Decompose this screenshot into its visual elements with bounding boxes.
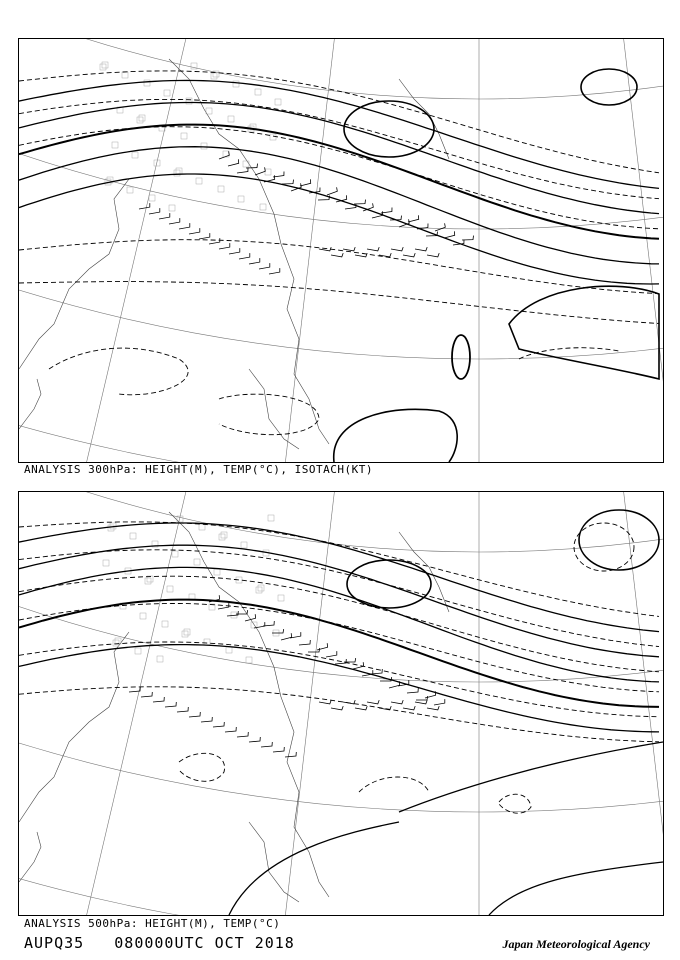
wind-barb	[189, 228, 200, 234]
terrain-hatch	[176, 168, 182, 174]
panel-caption-500hpa: ANALYSIS 500hPa: HEIGHT(M), TEMP(°C)	[24, 917, 281, 930]
terrain-hatch	[100, 64, 106, 70]
wind-barb	[343, 247, 355, 251]
isotach-contour	[19, 240, 659, 294]
wind-barb	[273, 747, 284, 752]
height-contour	[19, 174, 659, 284]
meridian-line	[479, 39, 663, 462]
terrain-hatch	[270, 134, 276, 140]
wind-barb	[355, 706, 367, 710]
map-panel-300hpa	[18, 38, 664, 463]
terrain-hatch	[102, 62, 108, 68]
wind-barb	[199, 233, 210, 239]
coastline	[281, 244, 329, 444]
wind-barb	[331, 706, 343, 710]
terrain-hatch	[265, 169, 271, 175]
wind-barb	[245, 614, 256, 621]
terrain-hatch	[145, 578, 151, 584]
wind-barb	[255, 167, 265, 175]
map-500hpa	[19, 492, 663, 915]
wind-barb	[415, 700, 427, 704]
wind-barb	[391, 700, 403, 704]
meridian-line	[479, 492, 663, 915]
parallel-line	[19, 492, 663, 682]
terrain-hatch	[164, 90, 170, 96]
parallel-line	[19, 39, 663, 99]
wind-barb	[209, 238, 220, 244]
wind-barb	[213, 722, 224, 727]
terrain-hatch	[214, 569, 220, 575]
parallel-line	[19, 39, 663, 359]
wind-barb	[269, 268, 280, 274]
coastlines	[19, 59, 449, 449]
wind-barb	[219, 151, 229, 159]
terrain-hatch	[108, 525, 114, 531]
isotherm-contour	[574, 523, 634, 571]
agency-name: Japan Meteorological Agency	[502, 937, 650, 951]
wind-barb	[228, 159, 239, 166]
terrain-hatch	[201, 143, 207, 149]
isotherm-contour	[499, 794, 531, 813]
wind-barb	[427, 253, 439, 257]
terrain-hatch	[135, 648, 141, 654]
terrain-hatch	[122, 72, 128, 78]
map-panel-500hpa	[18, 491, 664, 916]
terrain-hatch	[268, 515, 274, 521]
terrain-hatch	[260, 204, 266, 210]
terrain-hatch	[221, 532, 227, 538]
height-contour	[19, 103, 659, 214]
terrain-hatch	[181, 133, 187, 139]
terrain-hatch	[130, 533, 136, 539]
terrain-hatch	[132, 152, 138, 158]
wind-barb	[300, 179, 311, 186]
height-contours	[19, 69, 659, 462]
high-contour	[452, 335, 470, 379]
terrain-hatch	[174, 170, 180, 176]
height-contour	[19, 523, 659, 632]
isotach-contour	[219, 394, 319, 435]
wind-barb	[403, 253, 415, 257]
panel-caption-300hpa: ANALYSIS 300hPa: HEIGHT(M), TEMP(°C), ISOTACH(KT)	[24, 463, 374, 476]
wind-barb	[246, 164, 258, 168]
coastline	[19, 179, 129, 369]
height-contour	[229, 822, 399, 915]
wind-barb	[415, 247, 427, 251]
parallel-line	[19, 492, 663, 812]
terrain-hatch	[241, 542, 247, 548]
wind-barbs	[139, 151, 474, 274]
terrain-hatch	[149, 195, 155, 201]
low-contour	[579, 510, 659, 570]
wind-barb	[149, 208, 160, 214]
lat-lon-grid	[19, 492, 663, 915]
isotach-contour	[19, 71, 659, 173]
coastline	[19, 832, 41, 882]
wind-barb	[367, 700, 379, 704]
terrain-hatch	[256, 587, 262, 593]
isotach-contours	[19, 71, 659, 435]
isotherm-contour	[19, 604, 659, 692]
terrain-hatch	[199, 524, 205, 530]
terrain-hatch	[218, 186, 224, 192]
meridian-line	[479, 39, 663, 462]
low-contour	[581, 69, 637, 105]
terrain-hatch	[137, 117, 143, 123]
wind-barb	[189, 712, 200, 717]
wind-barb	[177, 707, 188, 712]
meridian-line	[22, 492, 479, 915]
terrain-hatch	[115, 638, 121, 644]
meridian-line	[479, 39, 663, 462]
low-contour	[344, 101, 434, 157]
wind-barb	[408, 215, 419, 222]
chart-code-and-time	[24, 934, 295, 952]
terrain-hatch	[144, 80, 150, 86]
terrain-hatch	[184, 629, 190, 635]
terrain-hatch	[258, 585, 264, 591]
wind-barb	[179, 223, 190, 229]
wind-barb	[299, 640, 310, 645]
wind-barb	[141, 692, 152, 697]
wind-barb	[259, 263, 270, 269]
terrain-hatch	[113, 640, 119, 646]
wind-barbs	[129, 595, 445, 757]
terrain-hatch	[157, 656, 163, 662]
meridian-line	[479, 39, 663, 462]
wind-barb	[319, 700, 331, 704]
wind-barb	[317, 643, 328, 650]
chart-code: AUPQ35	[24, 934, 85, 952]
terrain-hatch	[243, 161, 249, 167]
wind-barb	[462, 236, 474, 240]
wind-barb	[153, 697, 164, 702]
wind-barb	[129, 687, 140, 692]
meridian-line	[479, 492, 663, 915]
isotherm-contour	[19, 687, 659, 742]
terrain-hatch	[112, 142, 118, 148]
isotach-contour	[49, 348, 188, 395]
wind-barb	[354, 200, 366, 204]
terrain-hatch	[162, 621, 168, 627]
wind-barb	[343, 700, 355, 704]
coastline	[169, 59, 281, 244]
height-contours	[19, 510, 663, 915]
wind-barb	[165, 702, 176, 707]
terrain-hatch	[140, 613, 146, 619]
terrain-hatch	[278, 595, 284, 601]
wind-barb	[237, 732, 248, 737]
wind-barb	[336, 195, 347, 202]
isotherm-contour	[179, 753, 225, 781]
isotach-contour	[19, 282, 659, 324]
terrain-hatch	[238, 196, 244, 202]
wind-barb	[319, 247, 331, 251]
meridian-line	[479, 492, 663, 915]
wind-barb	[331, 253, 343, 257]
wind-barb	[327, 187, 337, 195]
wind-barb	[229, 248, 240, 254]
wind-barb	[139, 203, 150, 209]
map-300hpa	[19, 39, 663, 462]
terrain-hatch	[228, 116, 234, 122]
meridian-line	[479, 492, 663, 915]
coastline	[281, 697, 329, 897]
terrain-hatch	[172, 551, 178, 557]
terrain-hatch	[196, 178, 202, 184]
terrain-hatch	[206, 108, 212, 114]
meridian-line	[479, 39, 663, 462]
wind-barb	[249, 258, 260, 264]
low-contour	[347, 560, 431, 608]
meridian-line	[479, 492, 663, 915]
terrain-hatch	[255, 89, 261, 95]
wind-barb	[159, 213, 170, 219]
wind-barb	[435, 223, 445, 231]
terrain-hatch	[226, 647, 232, 653]
wind-barb	[367, 247, 379, 251]
wind-barb	[201, 717, 212, 722]
coastline	[19, 379, 41, 429]
wind-barb	[227, 611, 238, 616]
terrain-hatch	[169, 205, 175, 211]
terrain-hatch	[275, 99, 281, 105]
high-contour	[334, 409, 457, 462]
height-contour	[399, 742, 663, 812]
terrain-hatch	[219, 534, 225, 540]
wind-barb	[282, 180, 294, 184]
terrain-hatch	[246, 657, 252, 663]
wind-barb	[219, 243, 230, 249]
terrain-hatch	[139, 115, 145, 121]
meridian-line	[22, 39, 479, 462]
wind-barb	[407, 688, 418, 693]
wind-barb	[403, 706, 415, 710]
coastline	[19, 632, 129, 822]
valid-time: 080000UTC OCT 2018	[114, 934, 295, 952]
wind-barb	[249, 737, 260, 742]
terrain-hatch	[103, 560, 109, 566]
wind-barb	[261, 742, 272, 747]
wind-barb	[434, 699, 445, 705]
terrain-hatch	[127, 187, 133, 193]
high-contour	[509, 286, 659, 379]
wind-barb	[169, 218, 180, 224]
terrain-hatch	[211, 73, 217, 79]
wind-barb	[225, 727, 236, 732]
terrain-hatch	[167, 586, 173, 592]
terrain-hatch	[182, 631, 188, 637]
height-contour	[489, 862, 663, 915]
terrain-hatch	[194, 559, 200, 565]
isotherm-contour	[359, 777, 429, 792]
parallel-line	[19, 492, 663, 915]
wind-barb	[427, 706, 439, 710]
terrain-hatch	[204, 639, 210, 645]
wind-barb	[391, 247, 403, 251]
wind-barb	[281, 633, 292, 640]
wind-barb	[285, 752, 296, 757]
wind-barb	[239, 253, 250, 259]
isotach-contour	[519, 348, 619, 359]
wind-barb	[444, 231, 455, 238]
wind-barb	[272, 629, 284, 633]
wind-barb	[326, 651, 337, 657]
